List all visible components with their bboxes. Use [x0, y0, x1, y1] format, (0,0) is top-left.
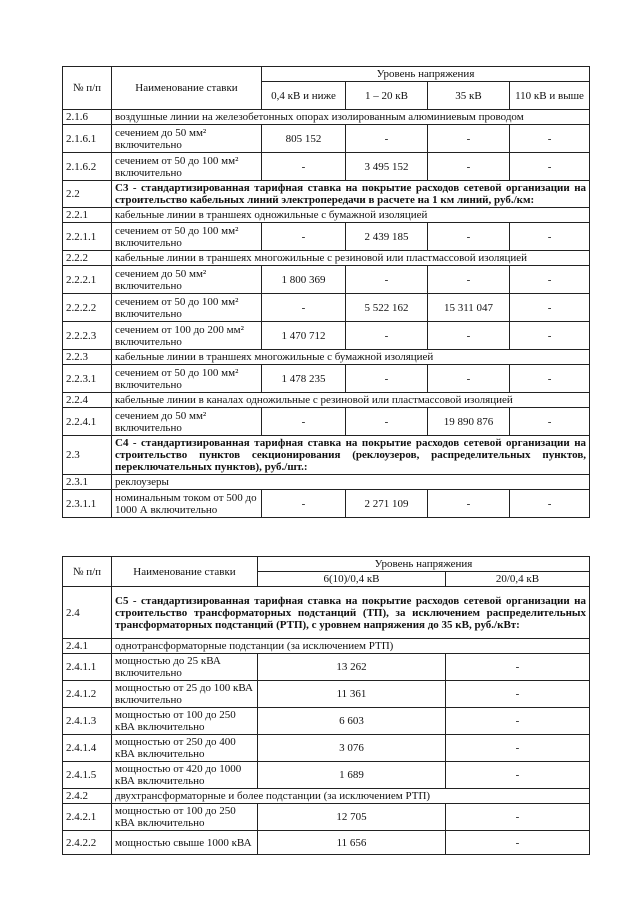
rate-value: 805 152: [262, 125, 346, 153]
table-row: [63, 831, 590, 855]
row-number: 2.3.1: [63, 475, 112, 490]
rate-value: -: [446, 831, 590, 855]
rate-value: 3 495 152: [346, 153, 428, 181]
rate-value: -: [510, 125, 590, 153]
row-number: 2.4.1.4: [63, 735, 112, 762]
rate-value: -: [262, 408, 346, 436]
rate-name: мощностью от 250 до 400 кВА включительно: [112, 735, 258, 762]
rate-name: сечением от 50 до 100 мм² включительно: [112, 294, 262, 322]
rate-value: 1 470 712: [262, 322, 346, 350]
rate-name: мощностью от 100 до 250 кВА включительно: [112, 708, 258, 735]
table-row: [63, 490, 590, 518]
section-title: воздушные линии на железобетонных опорах изолированным алюминиевым проводом: [112, 110, 590, 125]
rate-value: 15 311 047: [428, 294, 510, 322]
rate-value: -: [510, 490, 590, 518]
header-col: 35 кВ: [428, 82, 510, 110]
table-row: [63, 266, 590, 294]
row-number: 2.2.2.1: [63, 266, 112, 294]
rate-value: -: [262, 223, 346, 251]
row-number: 2.2.2: [63, 251, 112, 266]
rate-value: -: [446, 708, 590, 735]
rate-name: мощностью от 100 до 250 кВА включительно: [112, 804, 258, 831]
rate-value: 11 361: [258, 681, 446, 708]
rate-name: мощностью свыше 1000 кВА: [112, 831, 258, 855]
table-row: [63, 153, 590, 181]
rate-name: сечением от 50 до 100 мм² включительно: [112, 223, 262, 251]
table-row: [63, 654, 590, 681]
rate-name: мощностью от 25 до 100 кВА включительно: [112, 681, 258, 708]
header-name: Наименование ставки: [112, 67, 262, 110]
table-row: [63, 762, 590, 789]
rate-name: сечением до 50 мм² включительно: [112, 408, 262, 436]
row-number: 2.4.2.2: [63, 831, 112, 855]
row-number: 2.4.1: [63, 639, 112, 654]
header-num: № п/п: [63, 67, 112, 110]
section-title: кабельные линии в траншеях одножильные с бумажной изоляцией: [112, 208, 590, 223]
rate-name: сечением от 100 до 200 мм² включительно: [112, 322, 262, 350]
row-number: 2.3.1.1: [63, 490, 112, 518]
table-row: [63, 587, 590, 639]
tariff-table-lines: [62, 66, 590, 518]
row-number: 2.3: [63, 436, 112, 475]
rate-value: 3 076: [258, 735, 446, 762]
rate-value: -: [510, 294, 590, 322]
rate-value: 12 705: [258, 804, 446, 831]
rate-value: -: [510, 365, 590, 393]
rate-category-title: С4 - стандартизированная тарифная ставка на покрытие расходов сетевой организации на строительство пунктов секционирования (реклоузеров, распределительных пунктов, переключательных пунктов), руб./шт.:: [112, 436, 590, 475]
rate-value: -: [428, 125, 510, 153]
table-row: [63, 110, 590, 125]
rate-value: 2 439 185: [346, 223, 428, 251]
table-row: [63, 735, 590, 762]
section-title: кабельные линии в траншеях многожильные с резиновой или пластмассовой изоляцией: [112, 251, 590, 266]
table-row: [63, 681, 590, 708]
row-number: 2.2.2.3: [63, 322, 112, 350]
rate-name: мощностью от 420 до 1000 кВА включительно: [112, 762, 258, 789]
rate-value: -: [510, 408, 590, 436]
rate-name: сечением от 50 до 100 мм² включительно: [112, 153, 262, 181]
table-row: [63, 393, 590, 408]
rate-name: сечением до 50 мм² включительно: [112, 266, 262, 294]
table-row: [63, 208, 590, 223]
section-title: реклоузеры: [112, 475, 590, 490]
row-number: 2.4.1.3: [63, 708, 112, 735]
row-number: 2.1.6: [63, 110, 112, 125]
rate-value: -: [446, 762, 590, 789]
rate-name: мощностью до 25 кВА включительно: [112, 654, 258, 681]
rate-value: 13 262: [258, 654, 446, 681]
rate-value: 6 603: [258, 708, 446, 735]
header-col: 0,4 кВ и ниже: [262, 82, 346, 110]
row-number: 2.2.4: [63, 393, 112, 408]
table-row: [63, 639, 590, 654]
rate-value: 5 522 162: [346, 294, 428, 322]
header-num: № п/п: [63, 557, 112, 587]
tariff-table-substations: [62, 556, 590, 855]
rate-value: -: [428, 223, 510, 251]
header-col: 110 кВ и выше: [510, 82, 590, 110]
rate-value: -: [262, 294, 346, 322]
rate-value: -: [346, 408, 428, 436]
rate-value: -: [428, 365, 510, 393]
row-number: 2.4: [63, 587, 112, 639]
rate-value: -: [510, 223, 590, 251]
table-row: [63, 804, 590, 831]
section-title: однотрансформаторные подстанции (за исключением РТП): [112, 639, 590, 654]
row-number: 2.1.6.1: [63, 125, 112, 153]
header-name: Наименование ставки: [112, 557, 258, 587]
rate-value: -: [446, 735, 590, 762]
row-number: 2.2.1.1: [63, 223, 112, 251]
rate-value: 1 478 235: [262, 365, 346, 393]
rate-value: -: [262, 490, 346, 518]
table-row: [63, 181, 590, 208]
table-row: [63, 223, 590, 251]
rate-value: -: [346, 125, 428, 153]
table-row: [63, 125, 590, 153]
row-number: 2.2.4.1: [63, 408, 112, 436]
header-col: 6(10)/0,4 кВ: [258, 572, 446, 587]
section-title: кабельные линии в каналах одножильные с резиновой или пластмассовой изоляцией: [112, 393, 590, 408]
header-voltage-level: Уровень напряжения: [262, 67, 590, 82]
row-number: 2.2.2.2: [63, 294, 112, 322]
rate-value: -: [428, 322, 510, 350]
rate-name: номинальным током от 500 до 1000 А включительно: [112, 490, 262, 518]
rate-value: 11 656: [258, 831, 446, 855]
rate-value: -: [510, 153, 590, 181]
row-number: 2.4.2: [63, 789, 112, 804]
rate-value: 1 800 369: [262, 266, 346, 294]
table-row: [63, 294, 590, 322]
rate-value: -: [346, 322, 428, 350]
rate-value: -: [428, 490, 510, 518]
rate-value: -: [428, 266, 510, 294]
rate-value: -: [428, 153, 510, 181]
rate-value: 19 890 876: [428, 408, 510, 436]
table-row: [63, 408, 590, 436]
row-number: 2.2.3.1: [63, 365, 112, 393]
rate-name: сечением до 50 мм² включительно: [112, 125, 262, 153]
table-row: [63, 475, 590, 490]
table-row: [63, 251, 590, 266]
row-number: 2.2.1: [63, 208, 112, 223]
rate-value: -: [346, 266, 428, 294]
row-number: 2.4.2.1: [63, 804, 112, 831]
row-number: 2.4.1.2: [63, 681, 112, 708]
row-number: 2.4.1.5: [63, 762, 112, 789]
header-col: 20/0,4 кВ: [446, 572, 590, 587]
rate-value: -: [346, 365, 428, 393]
rate-name: сечением от 50 до 100 мм² включительно: [112, 365, 262, 393]
header-col: 1 – 20 кВ: [346, 82, 428, 110]
table-row: [63, 708, 590, 735]
rate-value: -: [446, 654, 590, 681]
rate-value: -: [446, 681, 590, 708]
section-title: кабельные линии в траншеях многожильные с бумажной изоляцией: [112, 350, 590, 365]
row-number: 2.1.6.2: [63, 153, 112, 181]
section-title: двухтрансформаторные и более подстанции (за исключением РТП): [112, 789, 590, 804]
header-voltage-level: Уровень напряжения: [258, 557, 590, 572]
rate-category-title: С5 - стандартизированная тарифная ставка на покрытие расходов сетевой организации на строительство трансформаторных подстанций (ТП), за исключением распределительных трансформаторных подстанций (РТП), с уровнем напряжения до 35 кВ, руб./кВт:: [112, 587, 590, 639]
rate-value: -: [510, 266, 590, 294]
row-number: 2.2.3: [63, 350, 112, 365]
rate-category-title: С3 - стандартизированная тарифная ставка на покрытие расходов сетевой организации на строительство кабельных линий электропередачи в расчете на 1 км линий, руб./км:: [112, 181, 590, 208]
rate-value: -: [510, 322, 590, 350]
table-row: [63, 789, 590, 804]
table-row: [63, 350, 590, 365]
rate-value: -: [446, 804, 590, 831]
table-row: [63, 322, 590, 350]
row-number: 2.4.1.1: [63, 654, 112, 681]
row-number: 2.2: [63, 181, 112, 208]
table-row: [63, 365, 590, 393]
rate-value: 2 271 109: [346, 490, 428, 518]
table-row: [63, 436, 590, 475]
rate-value: 1 689: [258, 762, 446, 789]
rate-value: -: [262, 153, 346, 181]
